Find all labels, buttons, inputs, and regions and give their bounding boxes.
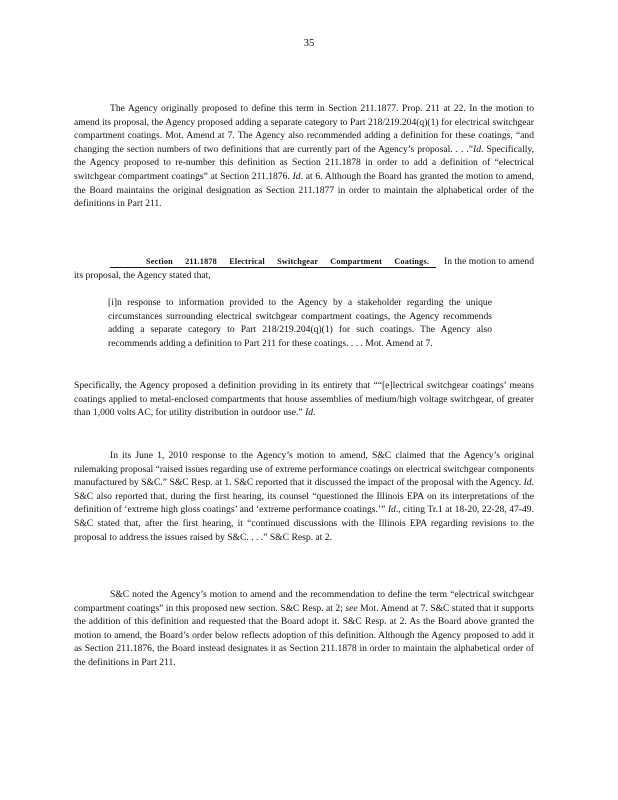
citation-id: Id [292,170,301,182]
paragraph-1-text-b: . Specifically, the Agency proposed to re-number this definition as Section 211.1878 in order to add a definition of “electrical switchgear compartment coatings” at Section 211.1876. [74,143,534,182]
paragraph-5-text: S&C noted the Agency’s motion to amend and the recommendation to define the term “electrical switchgear compartment coatings” in this proposed new section. S&C Resp. at 2; [74,589,534,614]
citation-id: Id [305,407,314,419]
page-number: 35 [303,38,315,49]
paragraph-4-text-b: . S&C also reported that, during the first hearing, its counsel “questioned the Illinois EPA on its interpretations of the definition of ‘extreme high gloss coatings’ and ‘extreme performance coatings.’” [74,477,534,516]
paragraph-5 [74,588,534,670]
paragraph-5-text-b: Mot. Amend at 7. S&C stated that it supports the addition of this definition and requested that the Board adopt it. S&C Resp. at 2. As the Board above granted the motion to amend, the Board’s order below reflects adoption of this definition. Although the Agency proposed to add it as Section 211.1876, the Board instead designates it as Section 211.1878 in order to maintain the alphabetical order of the definitions in Part 211. [74,602,534,668]
paragraph-2 [74,255,534,282]
block-quote-text: [i]n response to information provided to the Agency by a stakeholder regarding the unique circumstances surrounding electrical switchgear compartment coatings, the Agency recommends adding a separate category to Part 218/219.204(q)(1) for such coatings. The Agency also recommends adding a definition to Part 211 for these coatings. . . . Mot. Amend at 7. [108,297,492,349]
paragraph-3: Specifically, the Agency proposed a definition providing in its entirety that ““[e]lectrical switchgear coatings’ means coatings applied to metal-enclosed compartments that house assemblies of medium/high voltage switchgear, of greater than 1,000 volts AC, for utility distribution in outdoor use.” Id. [74,380,534,419]
paragraph-2-text: In the motion to amend its proposal, the Agency stated that, [74,256,534,281]
citation-id: Id [523,477,532,489]
section-heading: Section 211.1878 Electrical Switchgear Compartment Coatings. [110,256,436,268]
citation-id: Id [387,504,396,516]
citation-id: Id [473,143,482,155]
paragraph-1 [74,102,534,211]
block-quote [108,296,492,350]
paragraph-1-text-c: . at 6. Although the Board has granted the motion to amend, the Board maintains the original designation as Section 211.1877 in order to maintain the alphabetical order of the definitions in Part 211. [74,170,534,210]
citation-see: see [345,602,358,614]
paragraph-3-text: Specifically, the Agency proposed a definition providing in its entirety that ““[e]lectrical switchgear coatings’ means coatings applied to metal-enclosed compartments that house assemblies of medium/high voltage switchgear, of greater than 1,000 volts AC, for utility distribution in outdoor use.” [74,380,534,419]
paragraph-4-text: In its June 1, 2010 response to the Agency’s motion to amend, S&C claimed that the Agency’s original rulemaking proposal “raised issues regarding use of extreme performance coatings on electrical switchgear components manufactured by S&C.” S&C Resp. at 1. S&C reported that it discussed the impact of the proposal with the Agency. [74,450,534,489]
paragraph-4-text-c: ., citing Tr.1 at 18-20, 22-28, 47-49. S&C stated that, after the first hearing, it “continued discussions with the Illinois EPA regarding revisions to the proposal to address the issues raised by S&C. . . .” S&C Resp. at 2. [74,504,534,543]
paragraph-4 [74,449,534,544]
paragraph-1-text: The Agency originally proposed to define this term in Section 211.1877. Prop. 211 at 22. In the motion to amend its proposal, the Agency proposed adding a separate category to Part 218/219.204(q)(1) for electrical switchgear compartment coatings. Mot. Amend at 7. The Agency also recommended adding a definition for these coatings, “and changing the section numbers of two definitions that are currently part of the Agency’s proposal. . . .” [74,103,534,155]
